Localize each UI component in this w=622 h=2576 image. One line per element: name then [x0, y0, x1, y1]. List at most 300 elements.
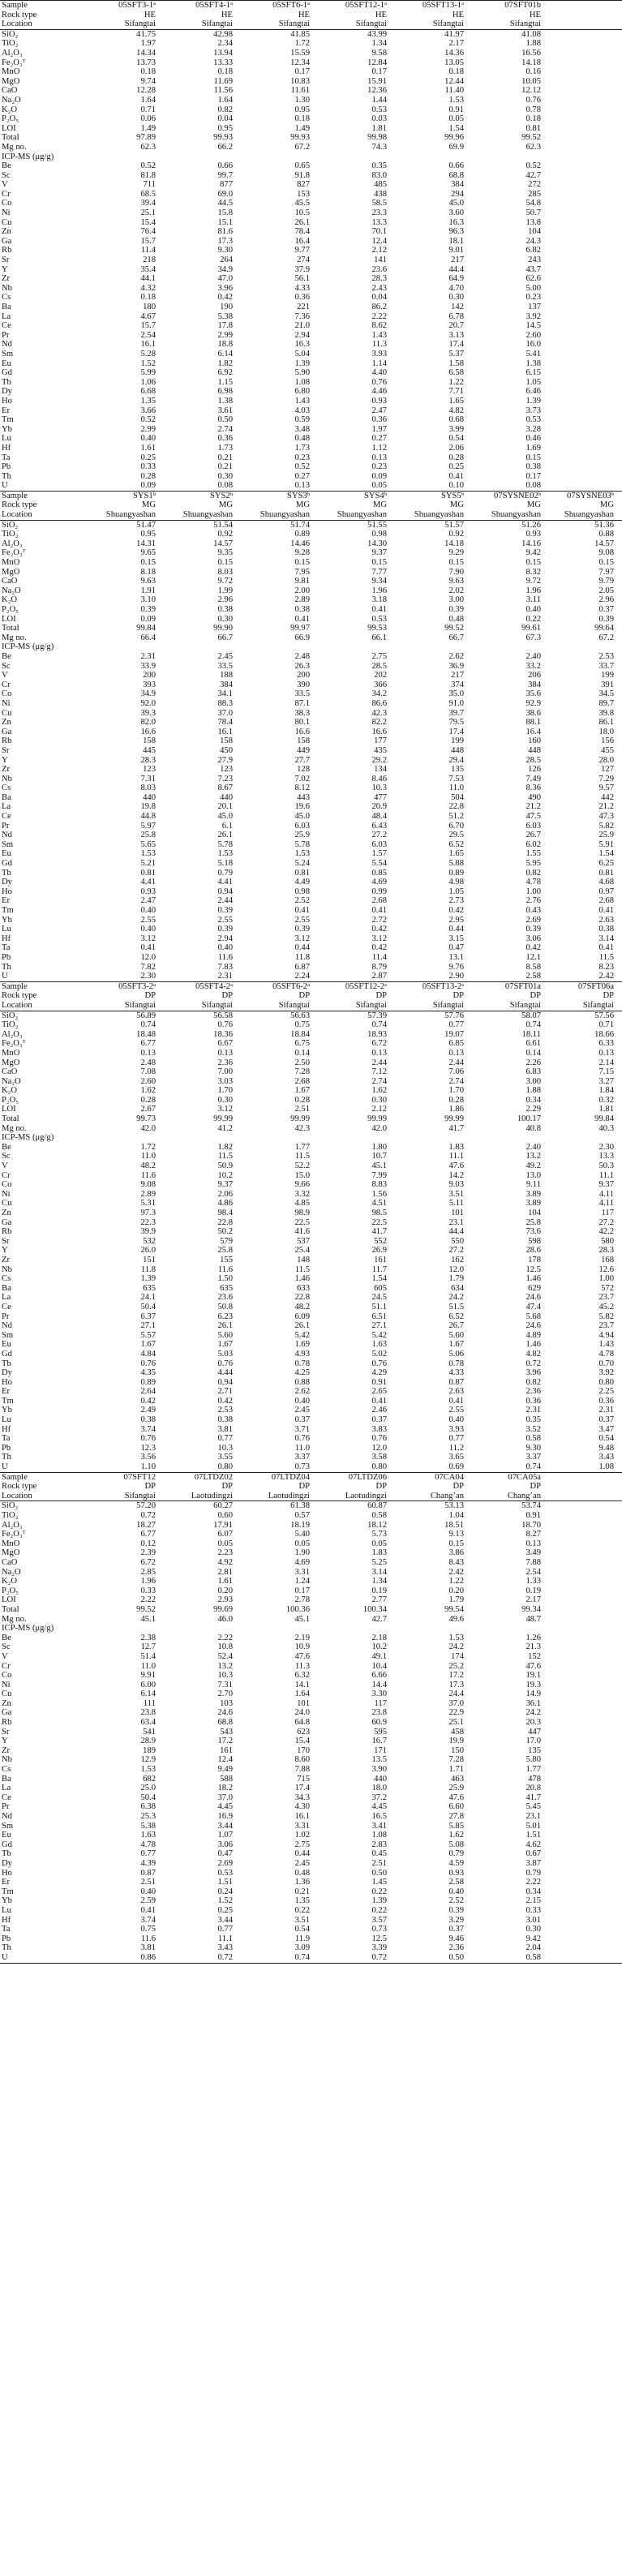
value-cell: 4.11 — [598, 1189, 614, 1199]
value-cell: 2.72 — [371, 915, 387, 925]
value-cell: 199 — [451, 736, 464, 746]
major-element-row — [0, 133, 622, 143]
value-cell: 3.27 — [598, 1076, 614, 1086]
value-cell: 2.99 — [217, 330, 233, 340]
value-cell: 3.29 — [448, 1915, 464, 1925]
value-cell: 9.37 — [598, 1180, 614, 1190]
empty-cell — [549, 378, 622, 388]
value-cell: 14.18 — [521, 58, 541, 67]
element-label: Co — [2, 1671, 12, 1681]
value-cell: 45.1 — [371, 1161, 387, 1171]
value-cell: 0.42 — [140, 1396, 156, 1406]
trace-element-row — [0, 1642, 622, 1652]
value-cell: 6.25 — [598, 859, 614, 869]
value-cell: 1.26 — [525, 1633, 541, 1642]
value-cell: 0.66 — [448, 161, 464, 171]
value-cell: 8.46 — [371, 774, 387, 784]
major-element-row — [0, 1049, 622, 1058]
value-cell: 1.79 — [448, 1274, 464, 1284]
value-cell: 6.66 — [371, 1671, 387, 1681]
value-cell: 6.68 — [140, 387, 156, 397]
value-cell: 4.44 — [217, 1368, 233, 1378]
element-label: Hf — [2, 1915, 11, 1925]
trace-element-row — [0, 1265, 622, 1275]
element-label: Tb — [2, 377, 11, 387]
value-cell: 1.44 — [371, 95, 387, 105]
trace-element-row — [0, 972, 622, 981]
value-cell: 2.74 — [217, 424, 233, 434]
value-cell: 25.8 — [525, 1217, 541, 1227]
value-cell: 10.8 — [217, 1642, 233, 1652]
value-cell: 42.0 — [140, 1123, 156, 1133]
location-row — [0, 19, 622, 29]
empty-cell — [549, 368, 622, 378]
value-cell: 11.1 — [598, 1170, 614, 1180]
element-label: Ho — [2, 1377, 12, 1387]
empty-cell — [549, 171, 622, 181]
value-cell: 5.38 — [217, 311, 233, 321]
value-cell: 18.36 — [213, 1029, 233, 1039]
major-element-row — [0, 1539, 622, 1549]
empty-cell — [549, 387, 622, 397]
value-cell: 450 — [220, 745, 233, 755]
value-cell: 5.68 — [525, 1312, 541, 1321]
value-cell: 0.58 — [371, 1511, 387, 1520]
value-cell: 0.44 — [448, 925, 464, 934]
empty-cell — [318, 152, 395, 162]
value-cell: 6.60 — [448, 1802, 464, 1812]
element-label: Be — [2, 651, 11, 661]
element-label: Total — [2, 1604, 19, 1614]
element-label: Ta — [2, 453, 11, 462]
value-cell: 2.39 — [140, 1548, 156, 1558]
header-cell: Shuangyashan — [260, 510, 310, 520]
value-cell: 56.1 — [294, 274, 310, 284]
value-cell: 12.0 — [140, 952, 156, 962]
value-cell: 3.66 — [140, 406, 156, 415]
value-cell: 37.9 — [294, 264, 310, 274]
trace-element-row — [0, 859, 622, 869]
value-cell: 13.3 — [371, 217, 387, 227]
element-label: Tb — [2, 1849, 11, 1859]
value-cell: 0.89 — [448, 868, 464, 878]
empty-cell — [549, 1595, 622, 1605]
row-label: Sample — [0, 491, 87, 500]
value-cell: 4.49 — [294, 878, 310, 887]
value-cell: 34.9 — [217, 264, 233, 274]
value-cell: 3.90 — [371, 1765, 387, 1775]
value-cell: 7.97 — [598, 567, 614, 577]
value-cell: 391 — [601, 680, 614, 689]
value-cell: 0.05 — [294, 1539, 310, 1548]
value-cell: 174 — [451, 1651, 464, 1661]
major-element-row — [0, 539, 622, 549]
value-cell: 1.52 — [140, 358, 156, 368]
element-label: TiO₂ — [2, 1020, 19, 1030]
empty-cell — [241, 1133, 318, 1143]
value-cell: 3.28 — [525, 424, 541, 434]
value-cell: 0.76 — [371, 1434, 387, 1444]
value-cell: 86.2 — [371, 303, 387, 311]
major-element-row — [0, 1595, 622, 1605]
value-cell: 0.23 — [294, 453, 310, 462]
element-label: Ce — [2, 1792, 11, 1802]
major-element-row — [0, 1558, 622, 1568]
value-cell: 4.69 — [294, 1557, 310, 1567]
value-cell: 1.10 — [87, 1462, 164, 1472]
trace-element-row — [0, 1869, 622, 1878]
element-label: Ba — [2, 792, 11, 802]
value-cell: 9.30 — [217, 246, 233, 255]
major-element-row — [0, 1011, 622, 1020]
major-element-row — [0, 1114, 622, 1124]
sample-row — [0, 981, 622, 991]
empty-cell — [549, 1472, 622, 1482]
value-cell: 67.2 — [598, 633, 614, 642]
empty-cell — [549, 246, 622, 255]
value-cell: 60.27 — [164, 1501, 241, 1511]
value-cell: 1.43 — [371, 330, 387, 340]
value-cell: 11.0 — [140, 1152, 156, 1161]
value-cell: 532 — [143, 1236, 156, 1246]
value-cell: 51.4 — [140, 1651, 156, 1661]
empty-cell — [549, 312, 622, 322]
empty-cell — [549, 152, 622, 162]
value-cell: 1.97 — [140, 39, 156, 49]
element-label: Nd — [2, 831, 12, 840]
value-cell: 1.83 — [371, 1548, 387, 1558]
major-element-row — [0, 548, 622, 558]
value-cell: 24.6 — [217, 1708, 233, 1718]
value-cell: 0.81 — [525, 123, 541, 133]
value-cell: 5.88 — [448, 859, 464, 869]
value-cell: 7.02 — [294, 774, 310, 784]
value-cell: 10.2 — [217, 1170, 233, 1180]
value-cell: 0.57 — [294, 1511, 310, 1520]
value-cell: 448 — [451, 745, 464, 755]
value-cell: 537 — [297, 1236, 310, 1246]
trace-element-row — [0, 1916, 622, 1926]
empty-cell — [549, 415, 622, 425]
value-cell: 178 — [528, 1255, 541, 1264]
value-cell: 7.83 — [217, 962, 233, 972]
value-cell: 2.58 — [448, 1878, 464, 1887]
value-cell: 4.59 — [448, 1858, 464, 1868]
value-cell: 0.37 — [598, 605, 614, 614]
value-cell: 14.5 — [525, 321, 541, 331]
element-label: Ga — [2, 1708, 12, 1718]
value-cell: 2.12 — [371, 246, 387, 255]
element-label: Rb — [2, 246, 12, 255]
value-cell: 12.36 — [367, 86, 387, 96]
trace-element-row — [0, 1331, 622, 1341]
major-element-row — [0, 1086, 622, 1096]
value-cell: 13.1 — [448, 952, 464, 962]
empty-cell — [549, 1605, 622, 1615]
value-cell: 6.83 — [525, 1067, 541, 1077]
value-cell: 0.95 — [217, 123, 233, 133]
value-cell: 0.72 — [140, 1511, 156, 1520]
value-cell: 54.8 — [525, 199, 541, 208]
value-cell: 1.79 — [448, 1595, 464, 1605]
value-cell: 16.4 — [525, 727, 541, 736]
value-cell: 4.30 — [294, 1802, 310, 1812]
value-cell: 2.45 — [294, 1858, 310, 1868]
header-cell: Shuangyashan — [105, 510, 156, 520]
major-element-row — [0, 1511, 622, 1521]
value-cell: 56.63 — [241, 1011, 318, 1020]
value-cell: 57.56 — [549, 1011, 622, 1020]
value-cell: 3.15 — [448, 934, 464, 943]
value-cell: 11.2 — [448, 1443, 464, 1453]
value-cell: 0.15 — [217, 558, 233, 568]
value-cell: 5.65 — [140, 839, 156, 849]
value-cell: 0.43 — [525, 906, 541, 915]
value-cell: 14.31 — [136, 539, 156, 548]
value-cell: 7.12 — [371, 1067, 387, 1077]
header-cell: DP — [298, 991, 310, 1001]
element-label: Cs — [2, 293, 11, 303]
header-cell: Sifangtai — [278, 1000, 310, 1010]
empty-cell — [549, 359, 622, 369]
value-cell: 88.3 — [217, 698, 233, 708]
major-element-row — [0, 633, 622, 643]
empty-cell — [241, 1624, 318, 1634]
value-cell: 0.41 — [140, 943, 156, 953]
element-label: Cr — [2, 1661, 11, 1671]
value-cell: 0.21 — [217, 462, 233, 472]
major-element-row — [0, 1077, 622, 1087]
element-label: Ba — [2, 1283, 11, 1293]
element-label: CaO — [2, 577, 18, 586]
major-element-row — [0, 1605, 622, 1615]
element-label: Ga — [2, 727, 12, 736]
value-cell: 0.74 — [525, 1020, 541, 1030]
major-element-row — [0, 143, 622, 152]
element-label: CaO — [2, 1557, 18, 1567]
value-cell: 0.16 — [525, 67, 541, 77]
value-cell: 4.98 — [448, 878, 464, 887]
empty-cell — [472, 642, 549, 652]
value-cell: 0.71 — [140, 105, 156, 114]
value-cell: 0.58 — [472, 1953, 549, 1963]
icp-ms-heading-row — [0, 1133, 622, 1143]
value-cell: 9.66 — [294, 1180, 310, 1190]
location-row — [0, 1001, 622, 1011]
value-cell: 0.50 — [395, 1953, 472, 1963]
value-cell: 50.7 — [525, 208, 541, 218]
element-label: Mg no. — [2, 633, 27, 642]
element-label: Rb — [2, 1227, 12, 1237]
trace-element-row — [0, 1859, 622, 1869]
value-cell: 3.92 — [525, 311, 541, 321]
value-cell: 2.55 — [140, 915, 156, 925]
value-cell: 2.43 — [371, 283, 387, 293]
value-cell: 0.77 — [448, 1434, 464, 1444]
value-cell: 3.49 — [525, 1548, 541, 1558]
value-cell: 16.4 — [294, 236, 310, 246]
value-cell: 22.8 — [294, 1293, 310, 1303]
element-label: Pb — [2, 462, 11, 472]
value-cell: 50.4 — [140, 1792, 156, 1802]
element-label: Ga — [2, 236, 12, 246]
value-cell: 4.25 — [294, 1368, 310, 1378]
value-cell: 41.85 — [241, 29, 318, 39]
value-cell: 99.52 — [136, 1604, 156, 1614]
header-cell: MG — [449, 500, 464, 510]
value-cell: 12.9 — [140, 1755, 156, 1765]
value-cell: 0.28 — [448, 453, 464, 462]
value-cell: 0.80 — [598, 1377, 614, 1387]
value-cell: 5.80 — [525, 1755, 541, 1765]
header-cell: Sifangtai — [355, 1000, 387, 1010]
value-cell: 3.89 — [525, 1189, 541, 1199]
value-cell: 2.52 — [448, 1896, 464, 1906]
value-cell: 0.76 — [217, 1020, 233, 1030]
element-label: Yb — [2, 424, 12, 434]
value-cell: 1.67 — [140, 1340, 156, 1350]
empty-cell — [549, 218, 622, 228]
value-cell: 18.19 — [290, 1520, 310, 1530]
value-cell: 0.52 — [525, 161, 541, 171]
value-cell: 8.58 — [525, 962, 541, 972]
value-cell: 69.9 — [448, 142, 464, 152]
value-cell: 5.04 — [294, 349, 310, 358]
element-label: Ta — [2, 1434, 11, 1444]
header-cell: Shuangyashan — [414, 510, 464, 520]
value-cell: 18.12 — [367, 1520, 387, 1530]
header-cell: MG — [141, 500, 156, 510]
value-cell: 2.25 — [598, 1387, 614, 1397]
trace-element-row — [0, 671, 622, 680]
value-cell: 3.51 — [448, 1189, 464, 1199]
value-cell: 0.99 — [371, 887, 387, 896]
value-cell: 5.06 — [448, 1349, 464, 1359]
value-cell: 2.47 — [140, 896, 156, 906]
value-cell: 11.4 — [371, 952, 387, 962]
value-cell: 18.27 — [136, 1520, 156, 1530]
value-cell: 1.77 — [525, 1765, 541, 1775]
value-cell: 9.76 — [448, 962, 464, 972]
value-cell: 51.2 — [448, 812, 464, 822]
value-cell: 485 — [374, 180, 387, 190]
major-element-row — [0, 1501, 622, 1511]
value-cell: 490 — [528, 792, 541, 802]
trace-element-row — [0, 1934, 622, 1944]
value-cell: 21.2 — [525, 802, 541, 812]
trace-element-row — [0, 1171, 622, 1181]
value-cell: 44.5 — [217, 199, 233, 208]
value-cell: 3.06 — [525, 934, 541, 943]
header-cell: DP — [144, 991, 156, 1001]
empty-cell — [549, 1530, 622, 1539]
value-cell: 82.2 — [371, 718, 387, 728]
value-cell: 20.3 — [525, 1718, 541, 1728]
value-cell: 1.88 — [525, 1086, 541, 1096]
value-cell: 1.39 — [525, 396, 541, 406]
value-cell: 0.52 — [294, 462, 310, 472]
value-cell: 1.35 — [294, 1896, 310, 1906]
value-cell: 0.87 — [448, 1377, 464, 1387]
element-label: MnO — [2, 558, 20, 568]
value-cell: 2.45 — [217, 651, 233, 661]
value-cell: 1.83 — [448, 1142, 464, 1152]
value-cell: 6.72 — [371, 1039, 387, 1049]
value-cell: 0.72 — [318, 1953, 395, 1963]
value-cell: 14.30 — [367, 539, 387, 548]
value-cell: 0.22 — [371, 1887, 387, 1896]
header-cell: 05SFT4-1ᵃ — [164, 1, 241, 11]
element-label: Nd — [2, 1812, 12, 1821]
value-cell: 0.18 — [217, 67, 233, 77]
value-cell: 3.13 — [448, 330, 464, 340]
value-cell: 3.31 — [294, 1821, 310, 1831]
value-cell: 5.42 — [294, 1330, 310, 1340]
value-cell: 37.0 — [217, 708, 233, 718]
value-cell: 9.03 — [448, 1180, 464, 1190]
empty-cell — [549, 1906, 622, 1916]
value-cell: 1.77 — [294, 1142, 310, 1152]
value-cell: 0.35 — [525, 1415, 541, 1425]
value-cell: 218 — [143, 255, 156, 265]
trace-element-row — [0, 1652, 622, 1662]
header-cell: Sifangtai — [124, 19, 156, 29]
element-label: MgO — [2, 1058, 20, 1067]
value-cell: 0.93 — [371, 396, 387, 406]
empty-cell — [549, 77, 622, 87]
trace-element-row — [0, 963, 622, 972]
value-cell: 3.03 — [217, 1076, 233, 1086]
value-cell: 126 — [528, 765, 541, 775]
value-cell: 117 — [601, 1209, 614, 1217]
value-cell: 3.11 — [525, 595, 541, 605]
value-cell: 11.6 — [140, 1170, 156, 1180]
value-cell: 57.39 — [318, 1011, 395, 1020]
value-cell: 0.36 — [371, 415, 387, 425]
value-cell: 27.1 — [371, 1321, 387, 1331]
value-cell: 0.53 — [371, 105, 387, 114]
value-cell: 177 — [374, 736, 387, 746]
trace-element-row — [0, 1943, 622, 1953]
value-cell: 2.62 — [294, 1387, 310, 1397]
value-cell: 0.25 — [448, 462, 464, 472]
value-cell: 11.4 — [140, 246, 156, 255]
value-cell: 0.89 — [140, 1377, 156, 1387]
element-label: Tm — [2, 1396, 14, 1406]
value-cell: 22.9 — [448, 1708, 464, 1718]
value-cell: 0.18 — [140, 67, 156, 77]
value-cell: 1.82 — [217, 1142, 233, 1152]
trace-element-row — [0, 1925, 622, 1934]
value-cell: 162 — [451, 1255, 464, 1264]
value-cell: 0.39 — [140, 605, 156, 614]
value-cell: 86.1 — [598, 718, 614, 728]
empty-cell — [549, 180, 622, 190]
trace-element-row — [0, 378, 622, 388]
element-label: Total — [2, 624, 19, 633]
element-label: U — [0, 481, 87, 491]
element-label: Nb — [2, 283, 12, 293]
sample-row — [0, 491, 622, 500]
element-label: Total — [2, 133, 19, 143]
trace-element-row — [0, 312, 622, 322]
value-cell: 42.7 — [371, 1614, 387, 1624]
element-label: Tm — [2, 1887, 14, 1896]
value-cell: 42.7 — [525, 170, 541, 180]
header-cell: 05SFT13-2ᵃ — [395, 981, 472, 991]
element-label: Fe₂O₃ᵀ — [2, 58, 26, 67]
value-cell: 12.4 — [371, 236, 387, 246]
